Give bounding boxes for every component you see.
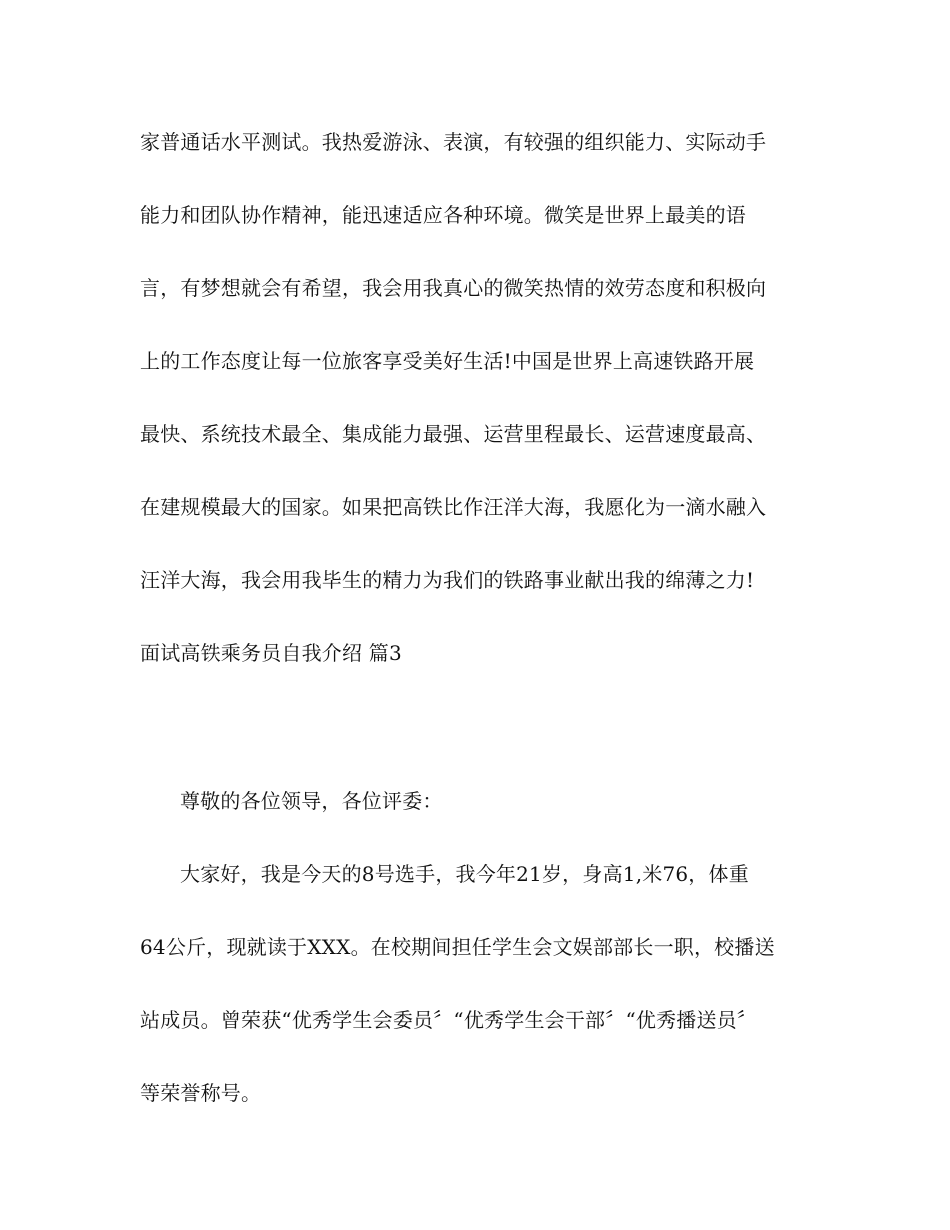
text-line: 等荣誉称号。 xyxy=(140,1081,262,1105)
text-line: 最快、系统技术最全、集成能力最强、运营里程最长、运营速度最高、 xyxy=(140,422,767,446)
greeting: 尊敬的各位领导，各位评委： xyxy=(180,789,443,813)
text-line: 家普通话水平测试。我热爱游泳、表演，有较强的组织能力、实际动手 xyxy=(140,130,767,154)
section-heading: 面试高铁乘务员自我介绍 篇3 xyxy=(140,641,402,665)
text-line: 汪洋大海，我会用我毕生的精力为我们的铁路事业献出我的绵薄之力! xyxy=(140,568,755,592)
text-line: 上的工作态度让每一位旅客享受美好生活!中国是世界上高速铁路开展 xyxy=(140,349,755,373)
text-line: 能力和团队协作精神，能迅速适应各种环境。微笑是世界上最美的语 xyxy=(140,203,746,227)
text-line: 站成员。曾荣获“优秀学生会委员〞“优秀学生会干部〞“优秀播送员〞 xyxy=(140,1008,758,1032)
text-line: 大家好，我是今天的8号选手，我今年21岁，身高1,米76，体重 xyxy=(180,862,749,886)
text-line: 64公斤，现就读于XXX。在校期间担任学生会文娱部部长一职，校播送 xyxy=(140,935,775,959)
text-line: 言，有梦想就会有希望，我会用我真心的微笑热情的效劳态度和积极向 xyxy=(140,276,767,300)
text-line: 在建规模最大的国家。如果把高铁比作汪洋大海，我愿化为一滴水融入 xyxy=(140,495,767,519)
